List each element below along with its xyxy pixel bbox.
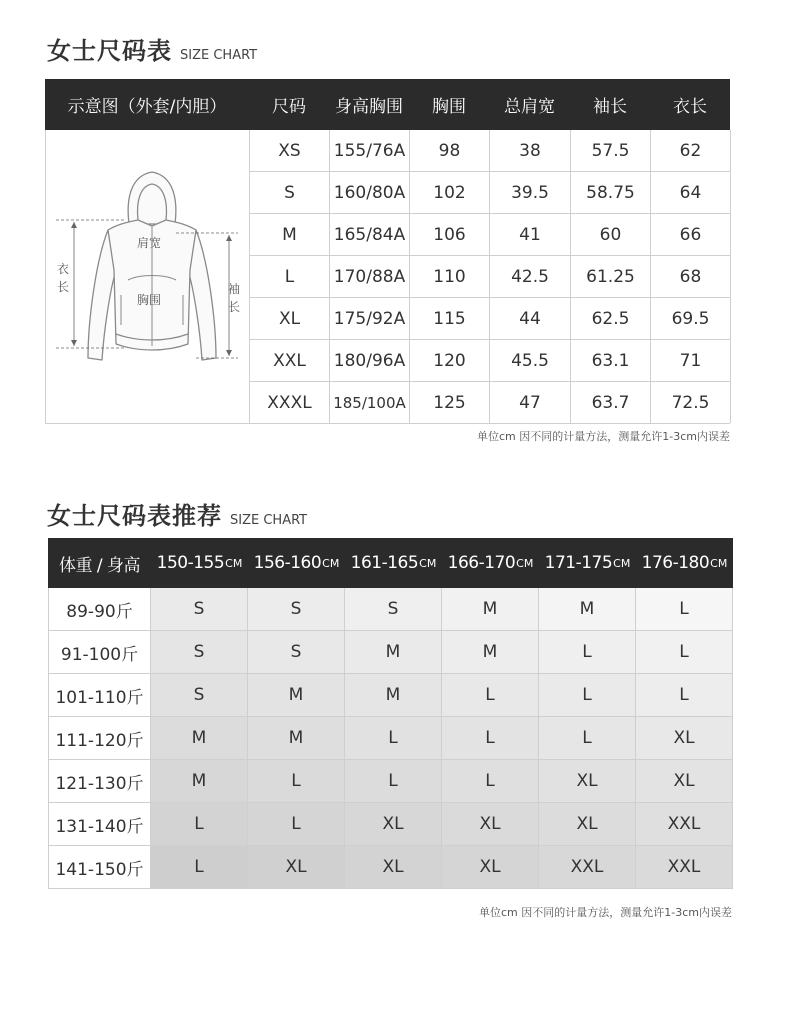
cell-recommended-size: L [151,846,248,889]
cell-recommended-size: M [539,588,636,631]
jacket-diagram [46,130,250,423]
cell-recommended-size: L [539,674,636,717]
cell-sleeve: 57.5 [571,130,651,171]
height-range-text: 176-180 [641,553,710,573]
cell-sleeve: 60 [571,214,651,255]
height-unit: CM [613,556,631,570]
cell-chest: 110 [410,256,490,297]
diagram-sleeve-label: 袖长 [228,282,241,314]
table-row [250,298,731,340]
cell-shoulder: 44 [490,298,571,339]
header-length: 衣长 [673,97,707,117]
section1-note: 单位cm 因不同的计量方法，测量允许1-3cm内误差 [477,430,730,443]
cell-length: 62 [651,130,731,171]
cell-weight: 131-140斤 [48,803,151,846]
cell-recommended-size: L [539,717,636,760]
cell-recommended-size: S [248,588,345,631]
header-height-range [539,538,636,588]
height-range-text: 150-155 [156,553,225,573]
table-row [48,631,733,674]
cell-recommended-size: M [442,588,539,631]
cell-recommended-size: L [636,588,733,631]
cell-height-chest: 165/84A [330,214,410,255]
cell-length: 66 [651,214,731,255]
cell-recommended-size: L [248,803,345,846]
height-range-text: 161-165 [350,553,419,573]
cell-chest: 102 [410,172,490,213]
cell-sleeve: 62.5 [571,298,651,339]
cell-length: 64 [651,172,731,213]
height-range-text: 156-160 [253,553,322,573]
cell-recommended-size: XL [636,760,733,803]
cell-chest: 115 [410,298,490,339]
cell-recommended-size: M [151,760,248,803]
header-chest: 胸围 [432,97,466,117]
header-height-range [442,538,539,588]
cell-shoulder: 47 [490,382,571,423]
header-height-range [636,538,733,588]
table-row [250,214,731,256]
cell-height-chest: 170/88A [330,256,410,297]
diagram-chest-label: 胸围 [137,293,162,307]
cell-recommended-size: L [636,631,733,674]
cell-recommended-size: XL [636,717,733,760]
header-sleeve: 袖长 [593,97,627,117]
recommendation-header [48,538,733,588]
cell-shoulder: 41 [490,214,571,255]
header-shoulder: 总肩宽 [504,97,555,117]
height-unit: CM [225,556,243,570]
cell-sleeve: 58.75 [571,172,651,213]
cell-recommended-size: L [442,717,539,760]
cell-recommended-size: XL [442,803,539,846]
cell-shoulder: 45.5 [490,340,571,381]
cell-chest: 125 [410,382,490,423]
cell-height-chest: 185/100A [330,382,410,423]
cell-recommended-size: M [248,717,345,760]
cell-recommended-size: L [345,717,442,760]
height-range-text: 166-170 [447,553,516,573]
cell-height-chest: 160/80A [330,172,410,213]
cell-height-chest: 155/76A [330,130,410,171]
cell-recommended-size: XXL [636,846,733,889]
section2-title-en: SIZE CHART [230,513,308,528]
cell-size: XXL [250,340,330,381]
cell-weight: 141-150斤 [48,846,151,889]
cell-recommended-size: M [345,631,442,674]
cell-recommended-size: S [345,588,442,631]
table-row [48,674,733,717]
cell-recommended-size: S [151,588,248,631]
cell-recommended-size: M [151,717,248,760]
table-row [250,340,731,382]
table-row [250,172,731,214]
size-recommendation-table [48,538,733,889]
cell-recommended-size: XL [345,846,442,889]
cell-recommended-size: S [248,631,345,674]
height-unit: CM [419,556,437,570]
height-range-text: 171-175 [544,553,613,573]
diagram-shoulder-label: 肩宽 [137,236,162,250]
cell-recommended-size: L [539,631,636,674]
table-row [48,717,733,760]
section2-note: 单位cm 因不同的计量方法，测量允许1-3cm内误差 [479,906,732,919]
cell-recommended-size: L [248,760,345,803]
cell-recommended-size: M [248,674,345,717]
cell-size: S [250,172,330,213]
section1-title-en: SIZE CHART [180,48,258,63]
cell-length: 69.5 [651,298,731,339]
cell-recommended-size: S [151,631,248,674]
header-weight-height: 体重 / 身高 [58,555,141,576]
cell-recommended-size: L [442,760,539,803]
size-chart-table [45,79,730,424]
header-size: 尺码 [272,97,306,117]
cell-recommended-size: L [151,803,248,846]
table-row [48,803,733,846]
diagram-length-label: 衣长 [57,262,70,294]
cell-recommended-size: XL [539,803,636,846]
cell-shoulder: 39.5 [490,172,571,213]
header-diagram: 示意图（外套/内胆） [67,97,227,117]
cell-shoulder: 42.5 [490,256,571,297]
table-row [250,256,731,298]
height-unit: CM [710,556,728,570]
header-height-chest: 身高胸围 [335,97,403,117]
header-height-range [345,538,442,588]
height-unit: CM [322,556,340,570]
cell-sleeve: 63.7 [571,382,651,423]
cell-size: M [250,214,330,255]
cell-chest: 98 [410,130,490,171]
cell-length: 71 [651,340,731,381]
cell-recommended-size: L [442,674,539,717]
cell-chest: 106 [410,214,490,255]
cell-sleeve: 63.1 [571,340,651,381]
size-chart-rows [250,130,731,423]
section2-title-cn: 女士尺码表推荐 [47,502,222,530]
table-row [48,846,733,889]
cell-weight: 89-90斤 [48,588,151,631]
cell-recommended-size: XL [539,760,636,803]
section1-title-cn: 女士尺码表 [47,37,172,65]
cell-size: L [250,256,330,297]
cell-recommended-size: M [442,631,539,674]
header-height-range [248,538,345,588]
cell-height-chest: 175/92A [330,298,410,339]
cell-chest: 120 [410,340,490,381]
cell-weight: 91-100斤 [48,631,151,674]
cell-weight: 111-120斤 [48,717,151,760]
height-unit: CM [516,556,534,570]
table-row [48,588,733,631]
cell-recommended-size: L [345,760,442,803]
cell-weight: 101-110斤 [48,674,151,717]
cell-length: 72.5 [651,382,731,423]
section2-title [47,496,307,531]
cell-size: XL [250,298,330,339]
cell-recommended-size: XL [442,846,539,889]
cell-height-chest: 180/96A [330,340,410,381]
table-row [250,382,731,423]
cell-size: XS [250,130,330,171]
cell-recommended-size: L [636,674,733,717]
cell-length: 68 [651,256,731,297]
recommendation-rows [48,588,733,889]
table-row [250,130,731,172]
cell-recommended-size: XL [248,846,345,889]
jacket-outline-icon [46,130,249,423]
cell-weight: 121-130斤 [48,760,151,803]
cell-recommended-size: XL [345,803,442,846]
cell-recommended-size: M [345,674,442,717]
cell-shoulder: 38 [490,130,571,171]
cell-size: XXXL [250,382,330,423]
cell-recommended-size: XXL [636,803,733,846]
header-height-range [151,538,248,588]
section1-title [47,31,257,66]
size-chart-header [45,79,730,130]
cell-recommended-size: XXL [539,846,636,889]
cell-sleeve: 61.25 [571,256,651,297]
cell-recommended-size: S [151,674,248,717]
table-row [48,760,733,803]
